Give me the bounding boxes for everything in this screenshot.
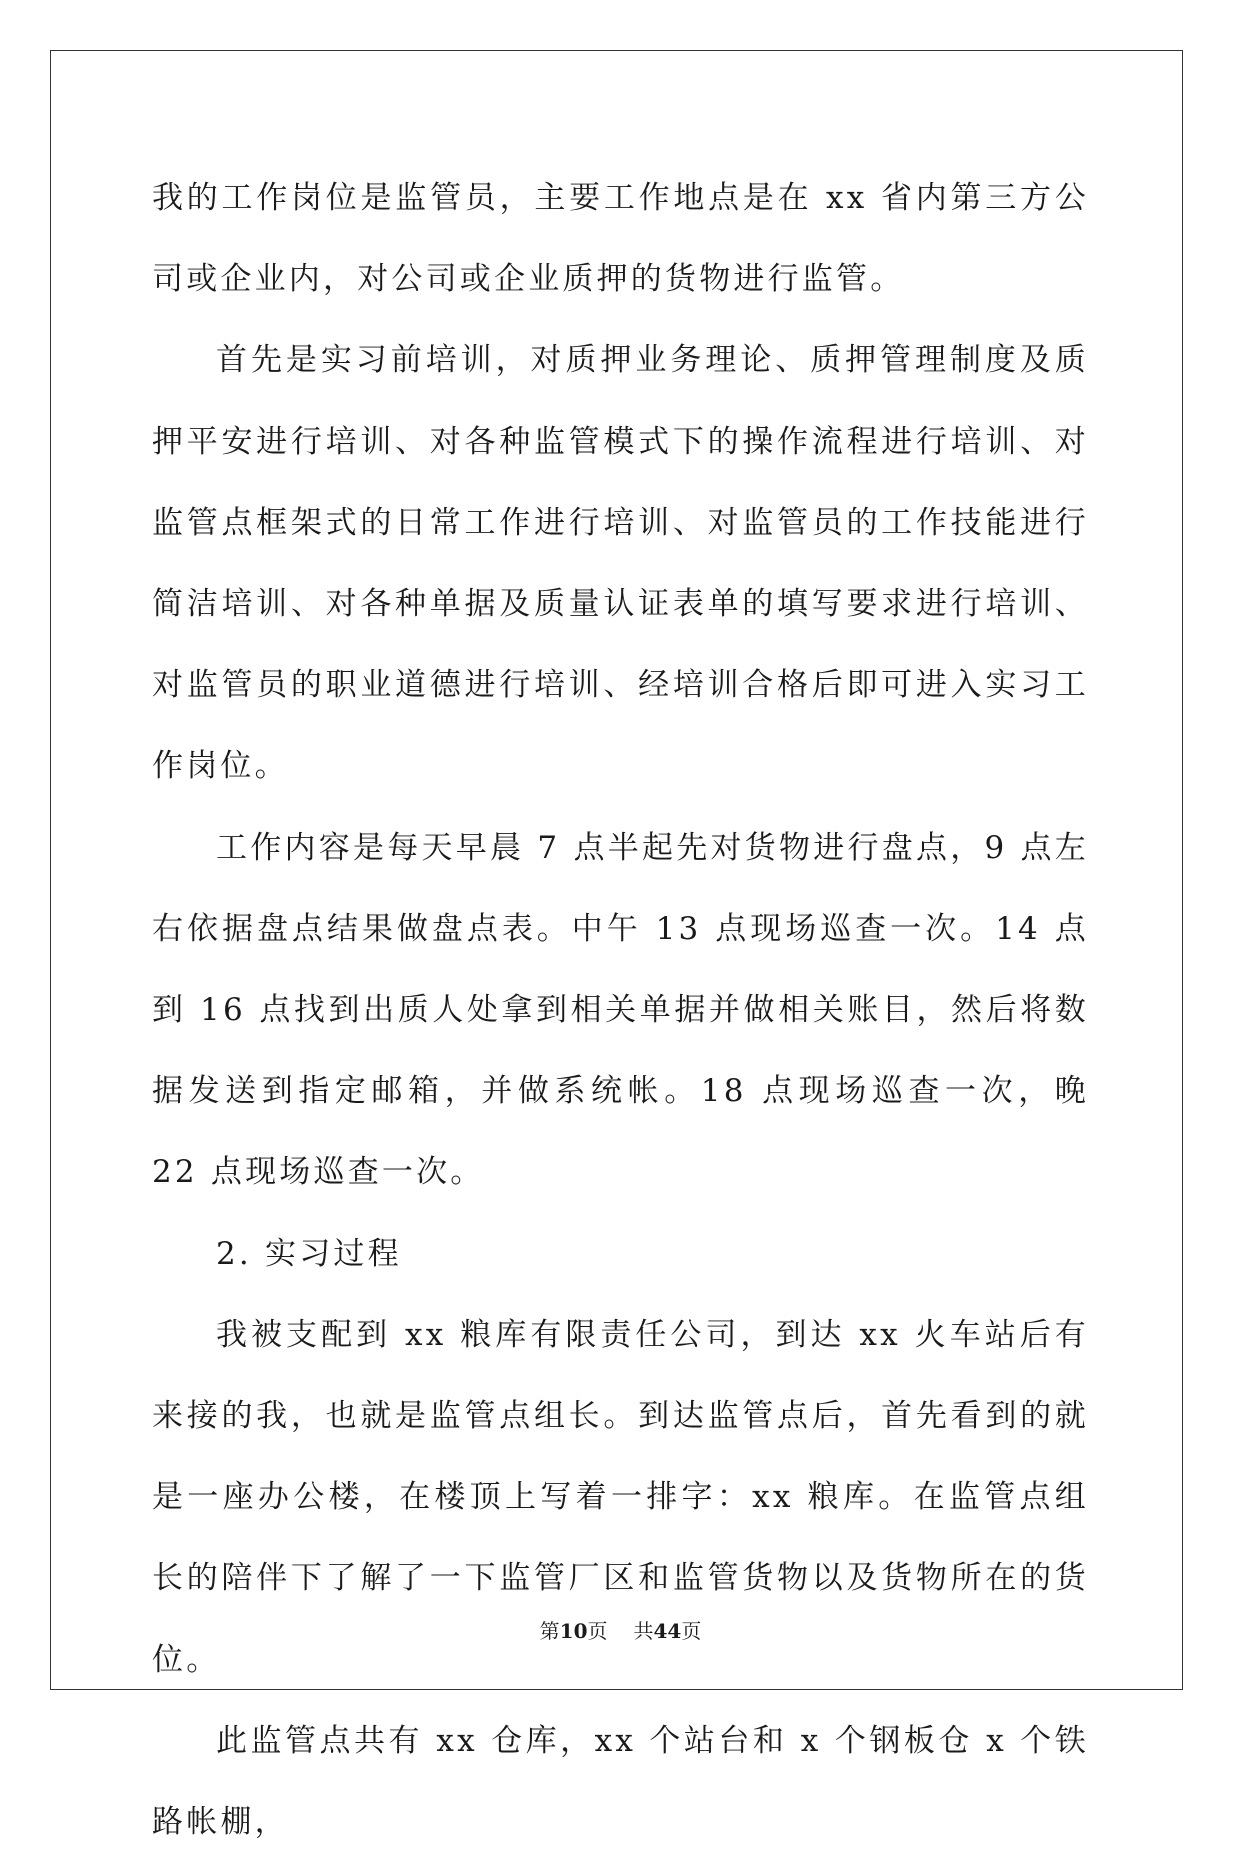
paragraph-4: 我被支配到 xx 粮库有限责任公司，到达 xx 火车站后有来接的我，也就是监管点组长。到达监管点后，首先看到的就是一座办公楼，在楼顶上写着一排字：xx 粮库。在监管点组长的陪伴下了解了一下监管厂区和监管货物以及货物所在的货位。	[152, 1316, 1089, 1678]
paragraph-5: 此监管点共有 xx 仓库，xx 个站台和 x 个钢板仓 x 个铁路帐棚，	[152, 1722, 1089, 1841]
footer-total-suffix: 页	[681, 1619, 702, 1643]
current-page-number: 10	[559, 1619, 588, 1643]
section-heading: 2. 实习过程	[216, 1235, 402, 1272]
paragraph-2: 首先是实习前培训，对质押业务理论、质押管理制度及质押平安进行培训、对各种监管模式下的操作流程进行培训、对监管点框架式的日常工作进行培训、对监管员的工作技能进行简洁培训、对各种单据及质量认证表单的填写要求进行培训、对监管员的职业道德进行培训、经培训合格后即可进入实习工作岗位。	[152, 342, 1089, 785]
paragraph-1: 我的工作岗位是监管员，主要工作地点是在 xx 省内第三方公司或企业内，对公司或企业质押的货物进行监管。	[152, 180, 1089, 298]
page-footer	[0, 1615, 1241, 1644]
document-body	[152, 158, 1089, 1863]
footer-prefix: 第	[539, 1619, 560, 1643]
paragraph-3: 工作内容是每天早晨 7 点半起先对货物进行盘点，9 点左右依据盘点结果做盘点表。中午 13 点现场巡查一次。14 点到 16 点找到出质人处拿到相关单据并做相关账目，然后将数据发送到指定邮箱，并做系统帐。18 点现场巡查一次，晚 22 点现场巡查一次。	[152, 829, 1089, 1191]
footer-page-suffix: 页	[587, 1619, 608, 1643]
total-pages-number: 44	[653, 1619, 682, 1643]
footer-total-prefix: 共	[633, 1619, 654, 1643]
